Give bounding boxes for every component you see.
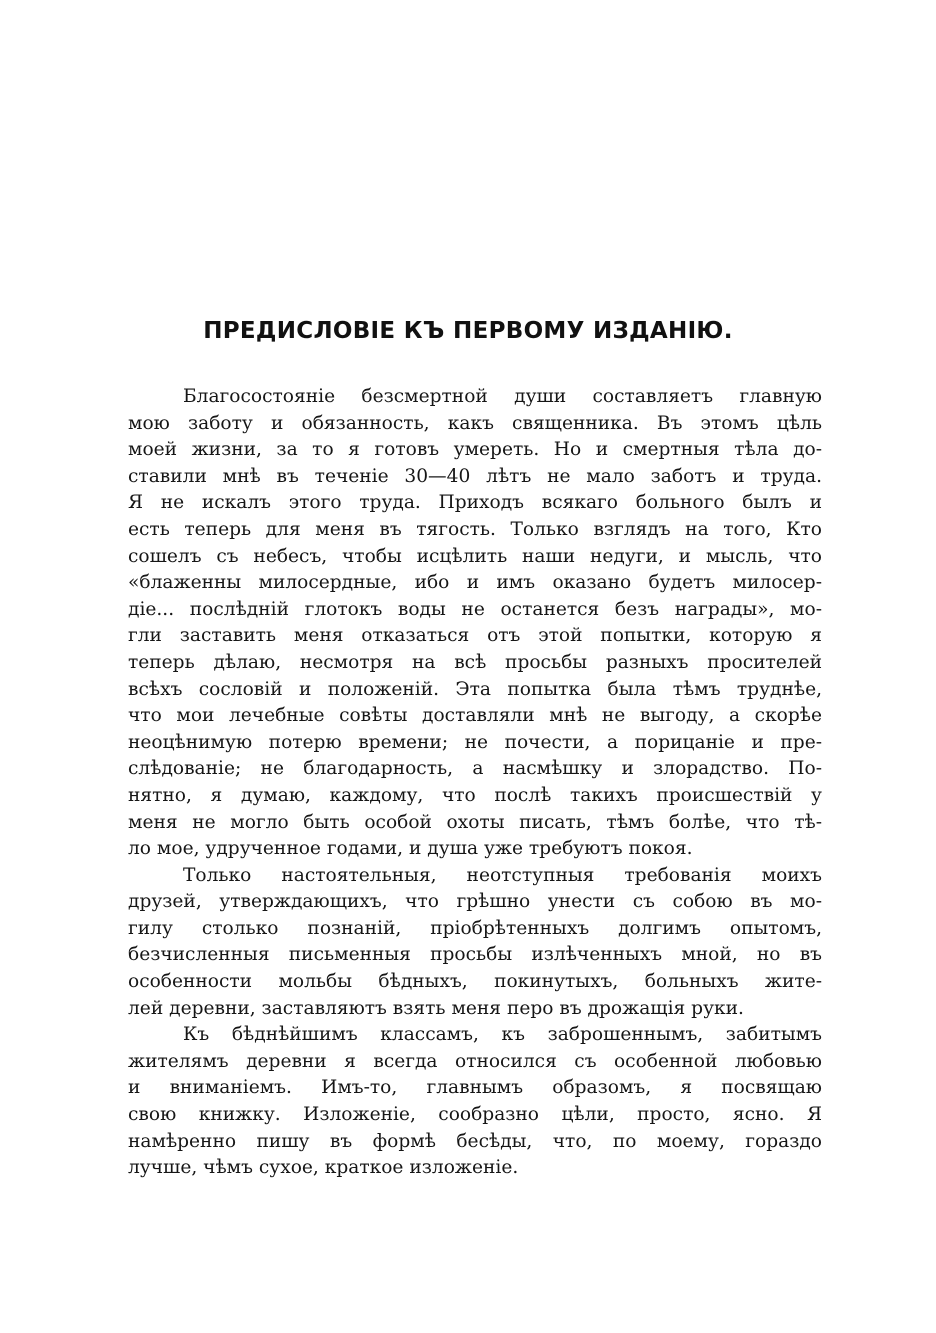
text-line: есть теперь для меня въ тягость. Только взглядъ на того, Кто xyxy=(128,518,822,540)
text-line: особенности мольбы бѣдныхъ, покинутыхъ, больныхъ жите- xyxy=(128,971,822,993)
text-line: діе... послѣдній глотокъ воды не останется безъ награды», мо- xyxy=(128,598,822,620)
text-line: мою заботу и обязанность, какъ священника. Въ этомъ цѣль xyxy=(128,412,822,434)
page-title: ПРЕДИСЛОВІЕ КЪ ПЕРВОМУ ИЗДАНІЮ. xyxy=(203,318,733,344)
text-line: неоцѣнимую потерю времени; не почести, а порицаніе и пре- xyxy=(128,731,822,753)
paragraph-3 xyxy=(128,1022,822,1182)
text-line: гли заставить меня отказаться отъ этой попытки, которую я xyxy=(128,625,822,647)
text-line: теперь дѣлаю, несмотря на всѣ просьбы разныхъ просителей xyxy=(128,651,822,673)
text-line: что мои лечебные совѣты доставляли мнѣ не выгоду, а скорѣе xyxy=(128,705,822,727)
text-line: ставили мнѣ въ теченіе 30—40 лѣтъ не мало заботъ и труда. xyxy=(128,465,822,487)
text-line: «блаженны милосердные, ибо и имъ оказано будетъ милосер- xyxy=(128,572,822,594)
text-line: свою книжку. Изложеніе, сообразно цѣли, просто, ясно. Я xyxy=(128,1104,822,1126)
text-line: лей деревни, заставляютъ взять меня перо въ дрожащія руки. xyxy=(128,997,744,1019)
paragraph-1 xyxy=(128,384,822,863)
text-line: Только настоятельныя, неотступныя требованія моихъ xyxy=(183,864,822,886)
preface-text xyxy=(128,384,822,1182)
text-line: друзей, утверждающихъ, что грѣшно унести съ собою въ мо- xyxy=(128,891,822,913)
text-line: лучше, чѣмъ сухое, краткое изложеніе. xyxy=(128,1157,519,1179)
text-line: меня не могло быть особой охоты писать, тѣмъ болѣе, что тѣ- xyxy=(128,811,822,833)
text-line: моей жизни, за то я готовъ умереть. Но и смертныя тѣла до- xyxy=(128,439,822,461)
text-line: всѣхъ сословій и положеній. Эта попытка была тѣмъ труднѣе, xyxy=(128,678,822,700)
text-line: сошелъ съ небесъ, чтобы исцѣлить наши недуги, и мысль, что xyxy=(128,545,822,567)
text-line: слѣдованіе; не благодарность, а насмѣшку и злорадство. По- xyxy=(128,758,822,780)
text-line: Я не искалъ этого труда. Приходъ всякаго больного былъ и xyxy=(128,492,822,514)
text-line: и вниманіемъ. Имъ-то, главнымъ образомъ, я посвящаю xyxy=(128,1077,822,1099)
text-line: Благосостояніе безсмертной души составляетъ главную xyxy=(183,386,822,407)
text-line: Къ бѣднѣйшимъ классамъ, къ заброшеннымъ, забитымъ xyxy=(183,1024,822,1046)
paragraph-2 xyxy=(128,863,822,1023)
text-line: нятно, я думаю, каждому, что послѣ такихъ происшествій у xyxy=(128,784,822,806)
text-line: безчисленныя письменныя просьбы излѣченныхъ мной, но въ xyxy=(128,944,822,966)
text-line: жителямъ деревни я всегда относился съ особенной любовью xyxy=(128,1050,822,1072)
text-line: намѣренно пишу въ формѣ бесѣды, что, по моему, гораздо xyxy=(128,1130,822,1152)
text-line: гилу столько познаній, пріобрѣтенныхъ долгимъ опытомъ, xyxy=(128,917,822,939)
text-line: ло мое, удрученное годами, и душа уже требуютъ покоя. xyxy=(128,838,693,860)
